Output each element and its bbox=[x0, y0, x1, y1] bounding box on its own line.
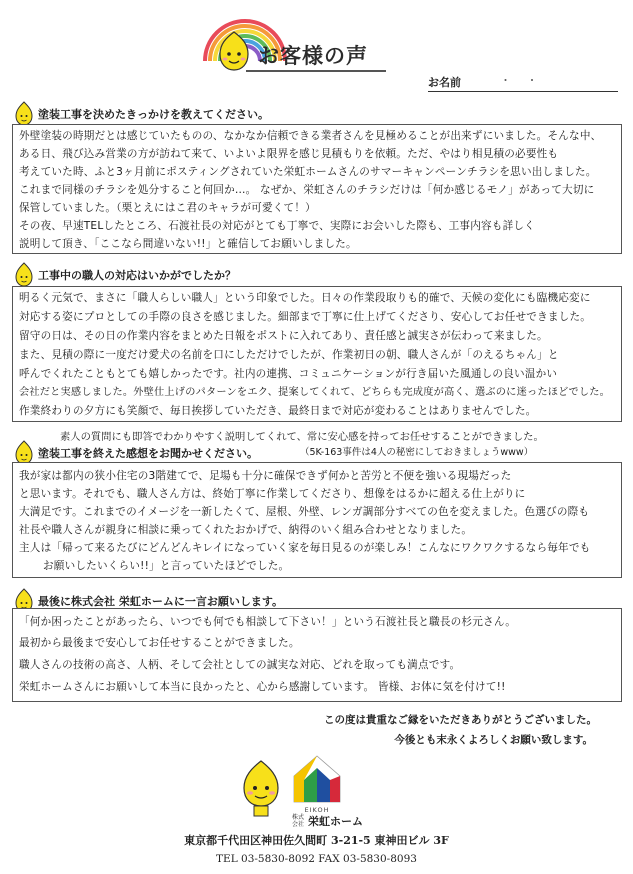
answer-1-line: 説明して頂き、「ここなら間違いない!!」と確信してお願いしました。 bbox=[19, 238, 357, 250]
answer-3-line: 社長や職人さんが親身に相談に乗ってくれたおかげで、納得のいく組み合わせとなりました。 bbox=[19, 524, 473, 536]
answer-2-line: 作業終わりの夕方にも笑顔で、毎日挨拶していただき、最終日まで対応が変わることはありませんでした。 bbox=[19, 405, 537, 417]
company-contact: TEL 03-5830-8092 FAX 03-5830-8093 bbox=[216, 853, 417, 865]
answer-2-extra-line: （5K-163事件は4人の秘密にしておきましょうwww） bbox=[300, 447, 534, 458]
question-3-text: 塗装工事を終えた感想をお聞かせください。 bbox=[38, 447, 258, 460]
mascot-small-icon bbox=[14, 262, 34, 288]
answer-1-line: 考えていた時、ふと3ヶ月前にポスティングされていた栄虹ホームさんのサマーキャンペーンチラシを思い出しました。 bbox=[19, 166, 597, 178]
answer-1-box bbox=[12, 124, 622, 254]
answer-2-line: 呼んでくれたこともとても嬉しかったです。社内の連携、コミュニケーションが行き届いた風通しの良い温かい bbox=[19, 368, 558, 380]
closing-line-1: この度は貴重なご縁をいただきありがとうございました。 bbox=[324, 714, 597, 726]
page-title: お客様の声 bbox=[258, 44, 368, 68]
title-underline bbox=[246, 70, 386, 72]
company-logo-icon bbox=[290, 752, 344, 806]
name-value: ・ ・ bbox=[500, 74, 544, 87]
name-field bbox=[428, 74, 618, 96]
answer-3-box bbox=[12, 462, 622, 578]
answer-2-box bbox=[12, 286, 622, 422]
answer-1-line: 保管していました。（栗とえにはこ君のキャラが可愛くて！） bbox=[19, 202, 316, 214]
answer-1-line: ある日、飛び込み営業の方が訪ねて来て、いよいよ限界を感じ見積もりを依頼。ただ、やはり相見積の必要性も bbox=[19, 148, 559, 160]
answer-3-line: 大満足です。これまでのイメージを一新したくて、屋根、外壁、レンガ調部分すべての色を変えました。色選びの際も bbox=[19, 506, 590, 518]
answer-4-line: 「何か困ったことがあったら、いつでも何でも相談して下さい！」という石渡社長と職長の杉元さん。 bbox=[19, 616, 517, 628]
header bbox=[0, 0, 633, 80]
answer-4-line: 栄虹ホームさんにお願いして本当に良かったと、心から感謝しています。 皆様、お体に気を付けて!! bbox=[19, 681, 506, 693]
answer-2-line: 明るく元気で、まさに「職人らしい職人」という印象でした。日々の作業段取りも的確で、天候の変化にも臨機応変に bbox=[19, 292, 591, 304]
name-label: お名前 bbox=[428, 76, 461, 89]
answer-2-line: 留守の日は、その日の作業内容をまとめた日報をポストに入れてあり、責任感と誠実さが伝わって来ました。 bbox=[19, 330, 548, 342]
company-name: 栄虹ホーム bbox=[308, 815, 363, 828]
answer-3-line: 主人は「帰って来るたびにどんどんキレイになっていく家を毎日見るのが楽しみ！こんなにワクワクするなら毎年でも bbox=[19, 542, 591, 554]
question-4-text: 最後に株式会社 栄虹ホームに一言お願いします。 bbox=[38, 595, 283, 608]
answer-3-line: 我が家は都内の狭小住宅の3階建てで、足場も十分に確保できず何かと苦労と不便を強いる現場だった bbox=[19, 470, 512, 482]
answer-3-line: と思います。それでも、職人さん方は、終始丁寧に作業してくださり、想像をはるかに超える仕上がりに bbox=[19, 488, 526, 500]
answer-3-line: お願いしたいくらい!!」と言っていたほどでした。 bbox=[43, 560, 290, 572]
brand-small-text: EIKOH bbox=[304, 806, 330, 814]
name-underline bbox=[428, 91, 618, 92]
question-2-text: 工事中の職人の対応はいかがでしたか？ bbox=[38, 269, 236, 282]
answer-4-line: 職人さんの技術の高さ、人柄、そして会社としての誠実な対応、どれを取っても満点です。 bbox=[19, 659, 461, 671]
mascot-icon bbox=[214, 30, 254, 74]
answer-4-box bbox=[12, 608, 622, 702]
answer-1-line: 外壁塗装の時期だとは感じていたものの、なかなか信頼できる業者さんを見極めることが出来ずにいました。そんな中、 bbox=[19, 130, 602, 142]
question-1-text: 塗装工事を決めたきっかけを教えてください。 bbox=[38, 108, 269, 121]
answer-1-line: その夜、早速TELしたところ、石渡社長の対応がとても丁寧で、実際にお会いした際も、工事内容も詳しく bbox=[19, 220, 535, 232]
answer-2-line: また、見積の際に一度だけ愛犬の名前を口にしただけでしたが、作業初日の朝、職人さんが「のえるちゃん」と bbox=[19, 349, 559, 361]
question-2-heading bbox=[14, 262, 236, 288]
company-address: 東京都千代田区神田佐久間町 3-21-5 東神田ビル 3F bbox=[184, 834, 449, 847]
answer-4-line: 最初から最後まで安心してお任せすることができました。 bbox=[19, 637, 300, 649]
company-prefix: 株式会社 bbox=[292, 814, 305, 828]
answer-2-line: 会社だと実感しました。外壁仕上げのパターンをエク、提案してくれて、どちらも完成度が高く、選ぶのに迷ったほどでした。 bbox=[19, 387, 611, 398]
answer-2-extra-line: 素人の質問にも即答でわかりやすく説明してくれて、常に安心感を持ってお任せすることができました。 bbox=[60, 431, 544, 443]
mascot-footer-icon bbox=[236, 758, 286, 818]
answer-1-line: これまで同様のチラシを処分すること何回か…。 なぜか、栄虹さんのチラシだけは「何か感じるモノ」があって大切に bbox=[19, 184, 595, 196]
answer-2-line: 対応する姿にプロとしての手際の良さを感じました。細部まで丁寧に仕上げてくださり、安心してお任せできました。 bbox=[19, 311, 592, 323]
closing-line-2: 今後とも末永くよろしくお願い致します。 bbox=[394, 734, 593, 746]
